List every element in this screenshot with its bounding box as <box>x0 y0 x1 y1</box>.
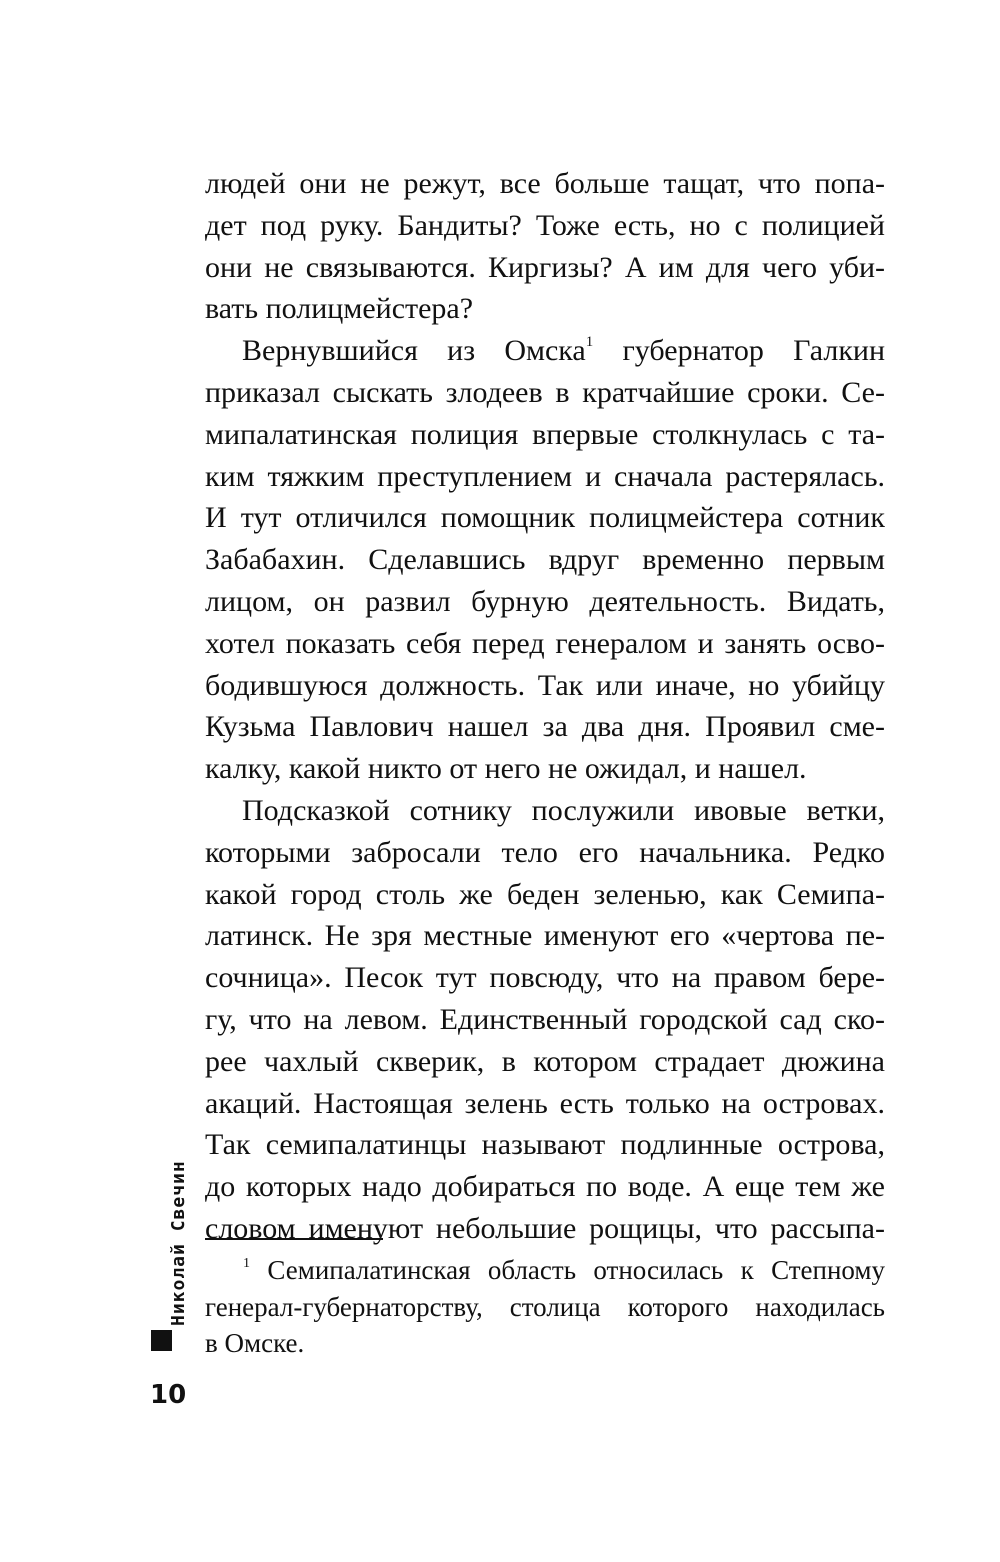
text-line: какой город столь же беден зеленью, как Семипа- <box>205 877 885 911</box>
text-line: сочница». Песок тут повсюду, что на правом бере- <box>205 961 885 995</box>
text-line: Забабахин. Сделавшись вдруг временно первым <box>205 543 885 577</box>
text-line: бодившуюся должность. Так или иначе, но убийцу <box>205 668 885 702</box>
footnote-line: генерал-губернаторству, столица которого находилась <box>205 1291 885 1322</box>
text-line: рее чахлый скверик, в котором страдает дюжина <box>205 1044 885 1078</box>
text-fragment: Вернувшийся из Омска <box>242 334 586 368</box>
text-line: вать полицмейстера? <box>205 292 474 326</box>
text-line: Подсказкой сотнику послужили ивовые ветки, <box>242 793 885 827</box>
footnote-reference: 1 <box>585 334 594 351</box>
text-line: акаций. Настоящая зелень есть только на островах. <box>205 1086 885 1120</box>
body-text <box>205 163 885 1250</box>
text-line: калку, какой никто от него не ожидал, и нашел. <box>205 752 807 786</box>
footnote-divider <box>205 1238 383 1240</box>
text-line: словом именуют небольшие рощицы, что рассыпа- <box>205 1211 885 1245</box>
footnote <box>205 1252 885 1362</box>
text-line: И тут отличился помощник полицмейстера сотник <box>205 501 885 535</box>
footnote-line: в Омске. <box>205 1328 305 1358</box>
running-header-author: Николай Свечин <box>168 1160 189 1326</box>
text-line <box>205 330 885 372</box>
text-line: дет под руку. Бандиты? Тоже есть, но с полицией <box>205 208 885 242</box>
footnote-text: Семипалатинская область относилась к Степному <box>267 1255 885 1285</box>
text-line: приказал сыскать злодеев в кратчайшие сроки. Се- <box>205 375 885 409</box>
text-line: людей они не режут, все больше тащат, что попа- <box>205 167 885 200</box>
running-header-square <box>151 1330 172 1351</box>
text-line: лицом, он развил бурную деятельность. Видать, <box>205 584 885 618</box>
text-line: которыми забросали тело его начальника. Редко <box>205 835 885 869</box>
text-line: они не связываются. Киргизы? А им для чего уби- <box>205 250 885 284</box>
text-line: мипалатинская полиция впервые столкнулась с та- <box>205 417 885 451</box>
text-line: ким тяжким преступлением и сначала растерялась. <box>205 459 885 493</box>
text-line: Кузьма Павлович нашел за два дня. Проявил сме- <box>205 710 885 744</box>
text-line: хотел показать себя перед генералом и занять осво- <box>205 626 885 660</box>
text-line: Так семипалатинцы называют подлинные острова, <box>205 1128 885 1162</box>
text-fragment: губернатор Галкин <box>622 334 886 368</box>
text-line: латинск. Не зря местные именуют его «чертова пе- <box>205 919 885 953</box>
text-line: гу, что на левом. Единственный городской сад ско- <box>205 1002 885 1036</box>
footnote-marker: 1 <box>243 1256 250 1271</box>
page-number: 10 <box>150 1380 187 1410</box>
footnote-line <box>205 1252 885 1289</box>
text-line: до которых надо добираться по воде. А еще тем же <box>205 1170 885 1204</box>
